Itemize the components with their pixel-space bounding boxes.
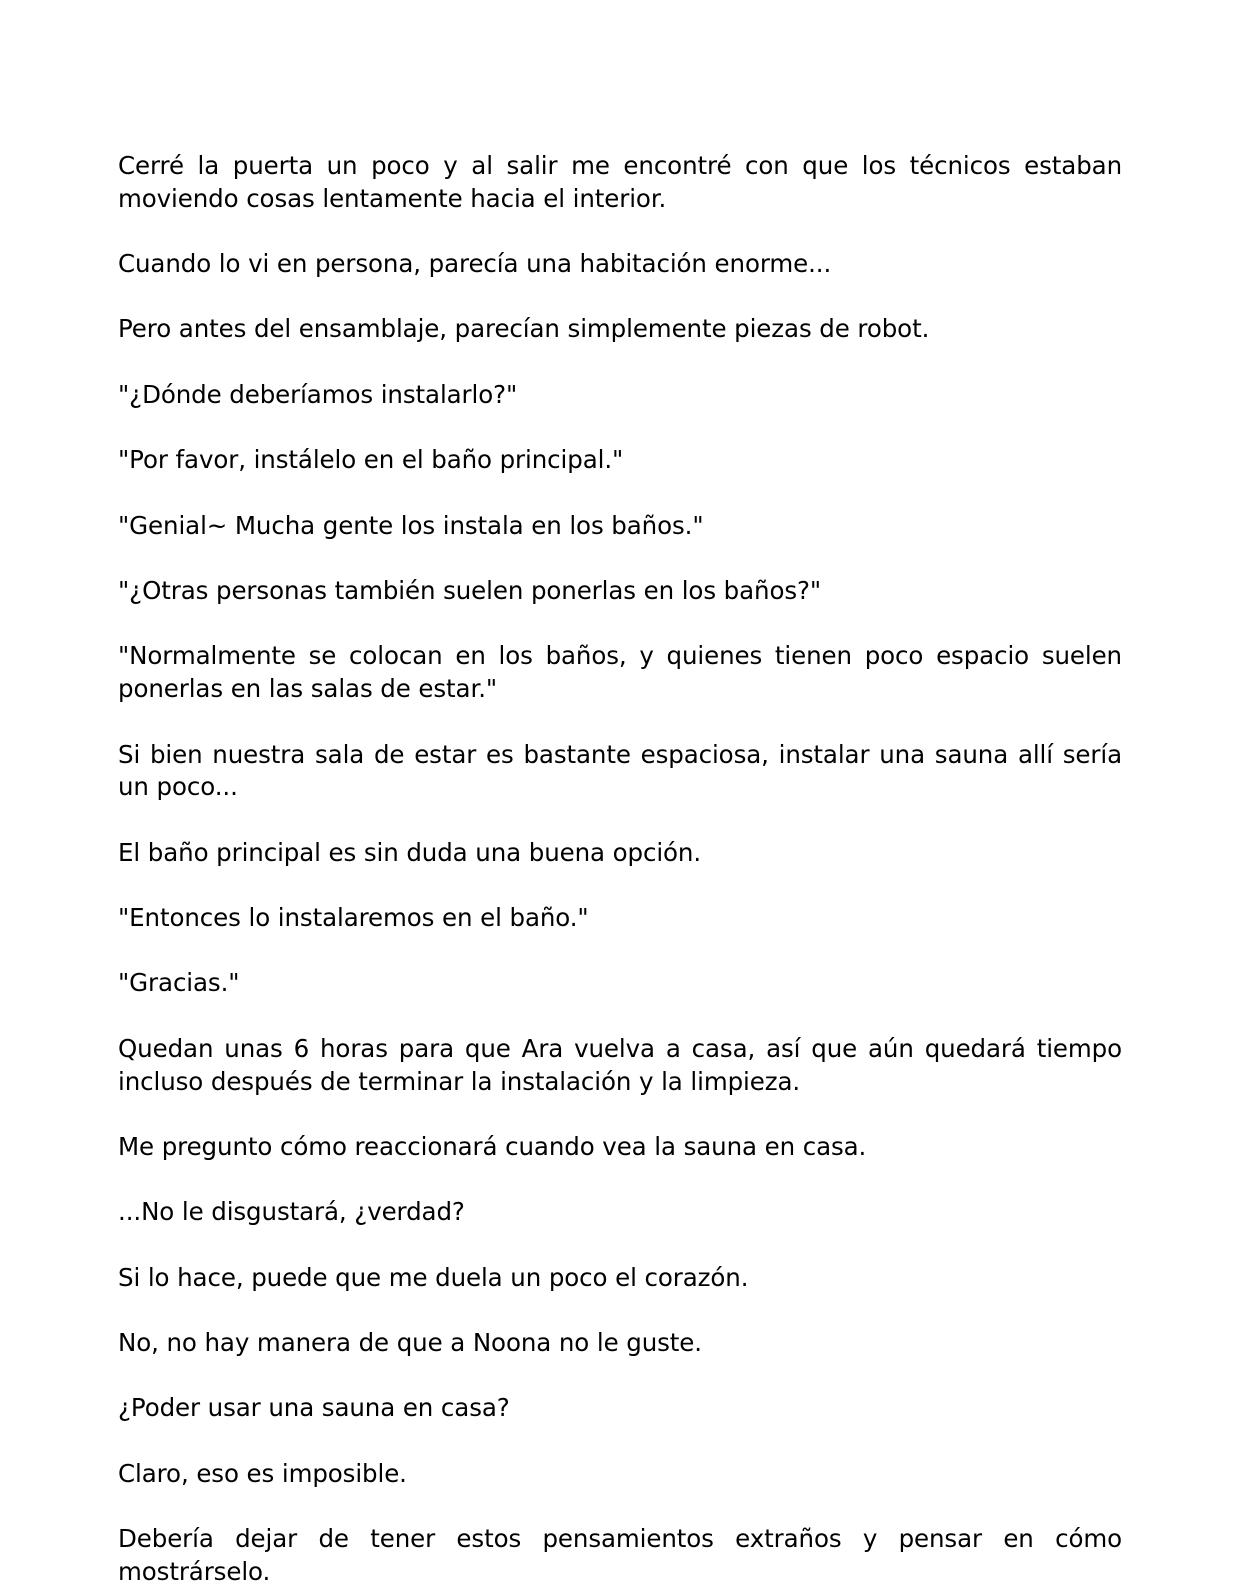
paragraph: Si bien nuestra sala de estar es bastante espaciosa, instalar una sauna allí sería un poco... bbox=[118, 739, 1122, 802]
paragraph: Cerré la puerta un poco y al salir me encontré con que los técnicos estaban moviendo cosas lentamente hacia el interior. bbox=[118, 151, 1122, 213]
document-body bbox=[118, 150, 1122, 1589]
paragraph: ¿Poder usar una sauna en casa? bbox=[118, 1393, 510, 1423]
paragraph: Debería dejar de tener estos pensamientos extraños y pensar en cómo mostrárselo. bbox=[118, 1524, 1122, 1586]
dialogue-line: "Gracias." bbox=[118, 968, 240, 998]
dialogue-line: "Entonces lo instalaremos en el baño." bbox=[118, 903, 589, 933]
dialogue-line: "¿Otras personas también suelen ponerlas en los baños?" bbox=[118, 576, 822, 606]
paragraph: Me pregunto cómo reaccionará cuando vea la sauna en casa. bbox=[118, 1131, 867, 1161]
dialogue-line: "Genial~ Mucha gente los instala en los baños." bbox=[118, 510, 704, 540]
dialogue-line: "Por favor, instálelo en el baño principal." bbox=[118, 445, 624, 475]
paragraph: El baño principal es sin duda una buena opción. bbox=[118, 837, 702, 867]
paragraph: No, no hay manera de que a Noona no le guste. bbox=[118, 1328, 702, 1358]
paragraph: Claro, eso es imposible. bbox=[118, 1458, 407, 1488]
paragraph: Pero antes del ensamblaje, parecían simplemente piezas de robot. bbox=[118, 314, 930, 344]
paragraph: Cuando lo vi en persona, parecía una habitación enorme... bbox=[118, 249, 832, 279]
dialogue-line: "¿Dónde deberíamos instalarlo?" bbox=[118, 379, 518, 409]
paragraph: ...No le disgustará, ¿verdad? bbox=[118, 1197, 465, 1227]
paragraph: Si lo hace, puede que me duela un poco el corazón. bbox=[118, 1262, 749, 1292]
dialogue-line: "Normalmente se colocan en los baños, y quienes tienen poco espacio suelen ponerlas en las salas de estar." bbox=[118, 641, 1122, 704]
paragraph: Quedan unas 6 horas para que Ara vuelva a casa, así que aún quedará tiempo incluso después de terminar la instalación y la limpieza. bbox=[118, 1033, 1122, 1096]
